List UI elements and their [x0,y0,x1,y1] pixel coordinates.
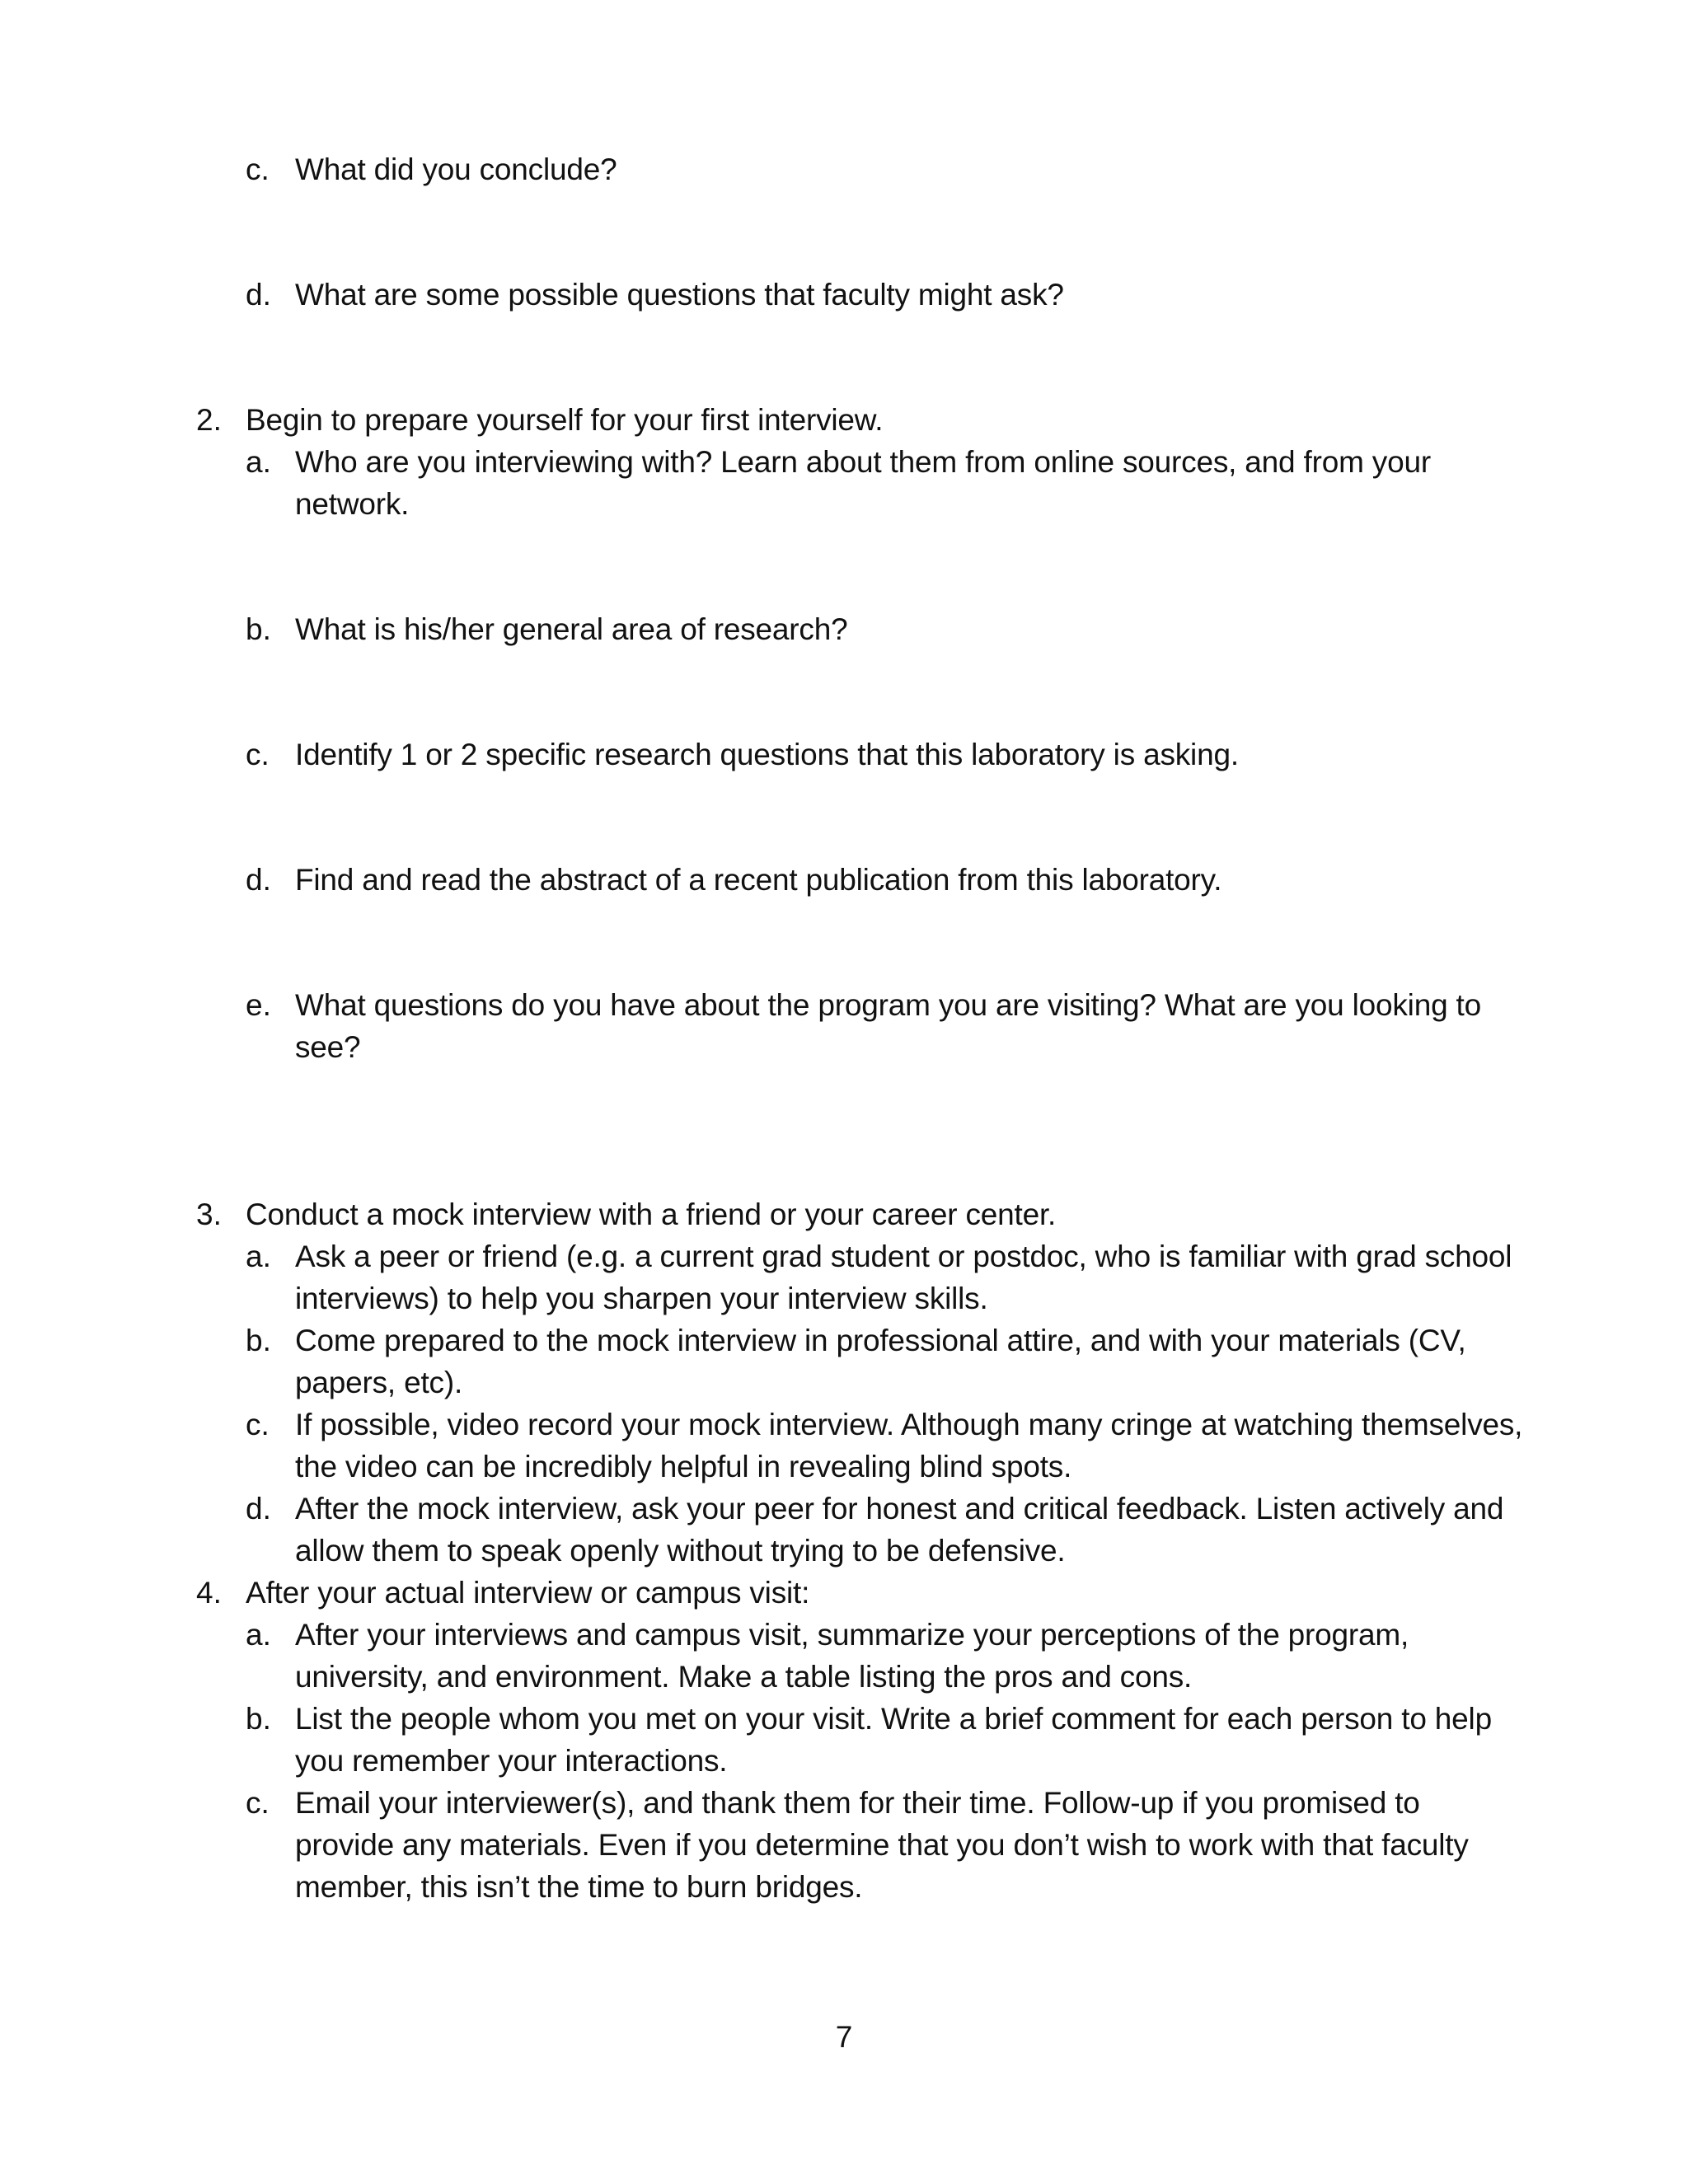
list-marker: a. [246,445,271,479]
list-item-text: After your interviews and campus visit, summarize your perceptions of the program, [295,1618,1409,1652]
list-item-text: papers, etc). [295,1366,463,1399]
list-item-text: Come prepared to the mock interview in professional attire, and with your materials (CV, [295,1324,1466,1357]
list-item-text: List the people whom you met on your visit. Write a brief comment for each person to help [295,1702,1492,1736]
list-item-text: Identify 1 or 2 specific research questions that this laboratory is asking. [295,738,1239,771]
list-item-text: allow them to speak openly without trying to be defensive. [295,1534,1066,1568]
list-marker: d. [246,278,271,312]
list-item-text: Email your interviewer(s), and thank them for their time. Follow-up if you promised to [295,1786,1420,1820]
list-item-text: see? [295,1030,361,1064]
list-marker: b. [246,1702,271,1736]
list-marker: b. [246,1324,271,1357]
list-item-text: Find and read the abstract of a recent publication from this laboratory. [295,863,1222,897]
list-marker: d. [246,863,271,897]
page-number: 7 [835,2020,853,2054]
list-marker: a. [246,1618,271,1652]
section-title: Conduct a mock interview with a friend or your career center. [246,1197,1057,1231]
list-marker: c. [246,738,270,771]
list-marker: d. [246,1492,271,1526]
list-marker: a. [246,1240,271,1273]
section-number: 4. [196,1576,222,1610]
list-item-text: member, this isn’t the time to burn bridges. [295,1870,863,1904]
list-item-text: the video can be incredibly helpful in revealing blind spots. [295,1450,1072,1483]
list-marker: e. [246,988,271,1022]
list-marker: c. [246,1786,270,1820]
list-item-text: Who are you interviewing with? Learn about them from online sources, and from your [295,445,1431,479]
list-item-text: Ask a peer or friend (e.g. a current grad student or postdoc, who is familiar with grad school [295,1240,1512,1273]
list-item-text: provide any materials. Even if you determine that you don’t wish to work with that faculty [295,1828,1469,1862]
list-item-text: What are some possible questions that faculty might ask? [295,278,1064,312]
section-number: 3. [196,1197,222,1231]
list-item-text: What is his/her general area of research? [295,612,848,646]
list-marker: c. [246,1408,270,1441]
section-number: 2. [196,403,222,437]
list-item-text: you remember your interactions. [295,1744,728,1778]
list-item-text: What did you conclude? [295,152,617,186]
list-item-text: university, and environment. Make a table listing the pros and cons. [295,1660,1193,1694]
list-marker: c. [246,152,270,186]
list-marker: b. [246,612,271,646]
list-item-text: If possible, video record your mock interview. Although many cringe at watching themselves, [295,1408,1523,1441]
list-item-text: interviews) to help you sharpen your interview skills. [295,1282,988,1315]
list-item-text: network. [295,487,410,521]
list-item-text: What questions do you have about the program you are visiting? What are you looking to [295,988,1481,1022]
section-title: Begin to prepare yourself for your first interview. [246,403,884,437]
list-item-text: After the mock interview, ask your peer for honest and critical feedback. Listen actively and [295,1492,1504,1526]
section-title: After your actual interview or campus visit: [246,1576,810,1610]
